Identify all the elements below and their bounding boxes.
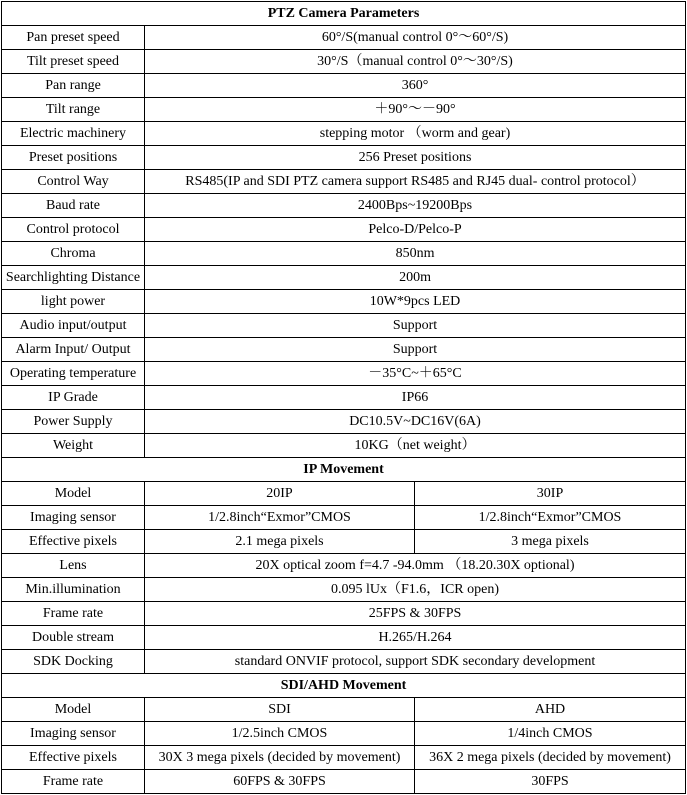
param-label: Effective pixels <box>2 746 145 770</box>
param-value-30ip: 3 mega pixels <box>415 530 686 554</box>
param-value: RS485(IP and SDI PTZ camera support RS485 and RJ45 dual- control protocol） <box>145 170 686 194</box>
param-label: Electric machinery <box>2 122 145 146</box>
param-value-sdi: 30X 3 mega pixels (decided by movement) <box>145 746 415 770</box>
param-label: SDK Docking <box>2 650 145 674</box>
section-title-sdi-ahd: SDI/AHD Movement <box>2 674 686 698</box>
param-value: 0.095 lUx（F1.6，ICR open) <box>145 578 686 602</box>
param-label: Lens <box>2 554 145 578</box>
param-value: Support <box>145 338 686 362</box>
param-value: 2400Bps~19200Bps <box>145 194 686 218</box>
param-label: Frame rate <box>2 770 145 794</box>
param-value: standard ONVIF protocol, support SDK secondary development <box>145 650 686 674</box>
table-row <box>2 266 686 290</box>
table-row <box>2 194 686 218</box>
table-row <box>2 26 686 50</box>
param-value-sdi: 1/2.5inch CMOS <box>145 722 415 746</box>
param-label: Preset positions <box>2 146 145 170</box>
param-value-20ip: 20IP <box>145 482 415 506</box>
param-value: Pelco-D/Pelco-P <box>145 218 686 242</box>
param-value: 20X optical zoom f=4.7 -94.0mm （18.20.30X optional) <box>145 554 686 578</box>
table-row <box>2 386 686 410</box>
param-label: Imaging sensor <box>2 722 145 746</box>
table-row <box>2 218 686 242</box>
param-value: stepping motor （worm and gear) <box>145 122 686 146</box>
param-label: Chroma <box>2 242 145 266</box>
param-label: Audio input/output <box>2 314 145 338</box>
param-label: Pan range <box>2 74 145 98</box>
param-label: Pan preset speed <box>2 26 145 50</box>
table-row <box>2 290 686 314</box>
table-row <box>2 554 686 578</box>
param-value-30ip: 30IP <box>415 482 686 506</box>
param-value: 25FPS & 30FPS <box>145 602 686 626</box>
param-value-sdi: 60FPS & 30FPS <box>145 770 415 794</box>
param-value: 10W*9pcs LED <box>145 290 686 314</box>
param-value-ahd: 30FPS <box>415 770 686 794</box>
param-value: H.265/H.264 <box>145 626 686 650</box>
section-header-ip <box>2 458 686 482</box>
param-value: DC10.5V~DC16V(6A) <box>145 410 686 434</box>
param-label: Searchlighting Distance <box>2 266 145 290</box>
table-row <box>2 650 686 674</box>
param-label: Operating temperature <box>2 362 145 386</box>
param-label: Min.illumination <box>2 578 145 602</box>
param-label: Alarm Input/ Output <box>2 338 145 362</box>
param-value: ＋90°～－90° <box>145 98 686 122</box>
table-row <box>2 770 686 794</box>
param-value: 360° <box>145 74 686 98</box>
param-value-20ip: 1/2.8inch“Exmor”CMOS <box>145 506 415 530</box>
table-row <box>2 602 686 626</box>
table-row <box>2 74 686 98</box>
table-row <box>2 530 686 554</box>
table-row <box>2 410 686 434</box>
param-label: Weight <box>2 434 145 458</box>
table-row <box>2 122 686 146</box>
param-value-30ip: 1/2.8inch“Exmor”CMOS <box>415 506 686 530</box>
section-header-sdi-ahd <box>2 674 686 698</box>
param-value-ahd: 1/4inch CMOS <box>415 722 686 746</box>
param-value: 10KG（net weight） <box>145 434 686 458</box>
param-value-20ip: 2.1 mega pixels <box>145 530 415 554</box>
param-label: Baud rate <box>2 194 145 218</box>
table-row <box>2 698 686 722</box>
param-label: Control Way <box>2 170 145 194</box>
section-header-ptz <box>2 2 686 26</box>
param-value: 200m <box>145 266 686 290</box>
param-label: Tilt preset speed <box>2 50 145 74</box>
param-label: Double stream <box>2 626 145 650</box>
param-value: 256 Preset positions <box>145 146 686 170</box>
table-row <box>2 626 686 650</box>
param-label: Power Supply <box>2 410 145 434</box>
section-title-ptz: PTZ Camera Parameters <box>2 2 686 26</box>
spec-table <box>1 1 686 794</box>
param-label: Tilt range <box>2 98 145 122</box>
section-title-ip: IP Movement <box>2 458 686 482</box>
table-row <box>2 146 686 170</box>
table-row <box>2 314 686 338</box>
param-value: －35°C~＋65°C <box>145 362 686 386</box>
param-value: Support <box>145 314 686 338</box>
param-label: Effective pixels <box>2 530 145 554</box>
table-row <box>2 170 686 194</box>
table-row <box>2 578 686 602</box>
param-value: 850nm <box>145 242 686 266</box>
table-row <box>2 50 686 74</box>
table-row <box>2 338 686 362</box>
table-row <box>2 722 686 746</box>
param-label: Model <box>2 698 145 722</box>
param-value: 30°/S（manual control 0°～30°/S) <box>145 50 686 74</box>
param-label: IP Grade <box>2 386 145 410</box>
table-row <box>2 242 686 266</box>
table-row <box>2 746 686 770</box>
param-label: Imaging sensor <box>2 506 145 530</box>
param-value-ahd: AHD <box>415 698 686 722</box>
param-value-sdi: SDI <box>145 698 415 722</box>
param-value: IP66 <box>145 386 686 410</box>
table-row <box>2 362 686 386</box>
table-row <box>2 506 686 530</box>
param-label: Frame rate <box>2 602 145 626</box>
param-value: 60°/S(manual control 0°～60°/S) <box>145 26 686 50</box>
param-label: Model <box>2 482 145 506</box>
table-row <box>2 98 686 122</box>
param-label: Control protocol <box>2 218 145 242</box>
table-row <box>2 434 686 458</box>
param-value-ahd: 36X 2 mega pixels (decided by movement) <box>415 746 686 770</box>
table-row <box>2 482 686 506</box>
param-label: light power <box>2 290 145 314</box>
